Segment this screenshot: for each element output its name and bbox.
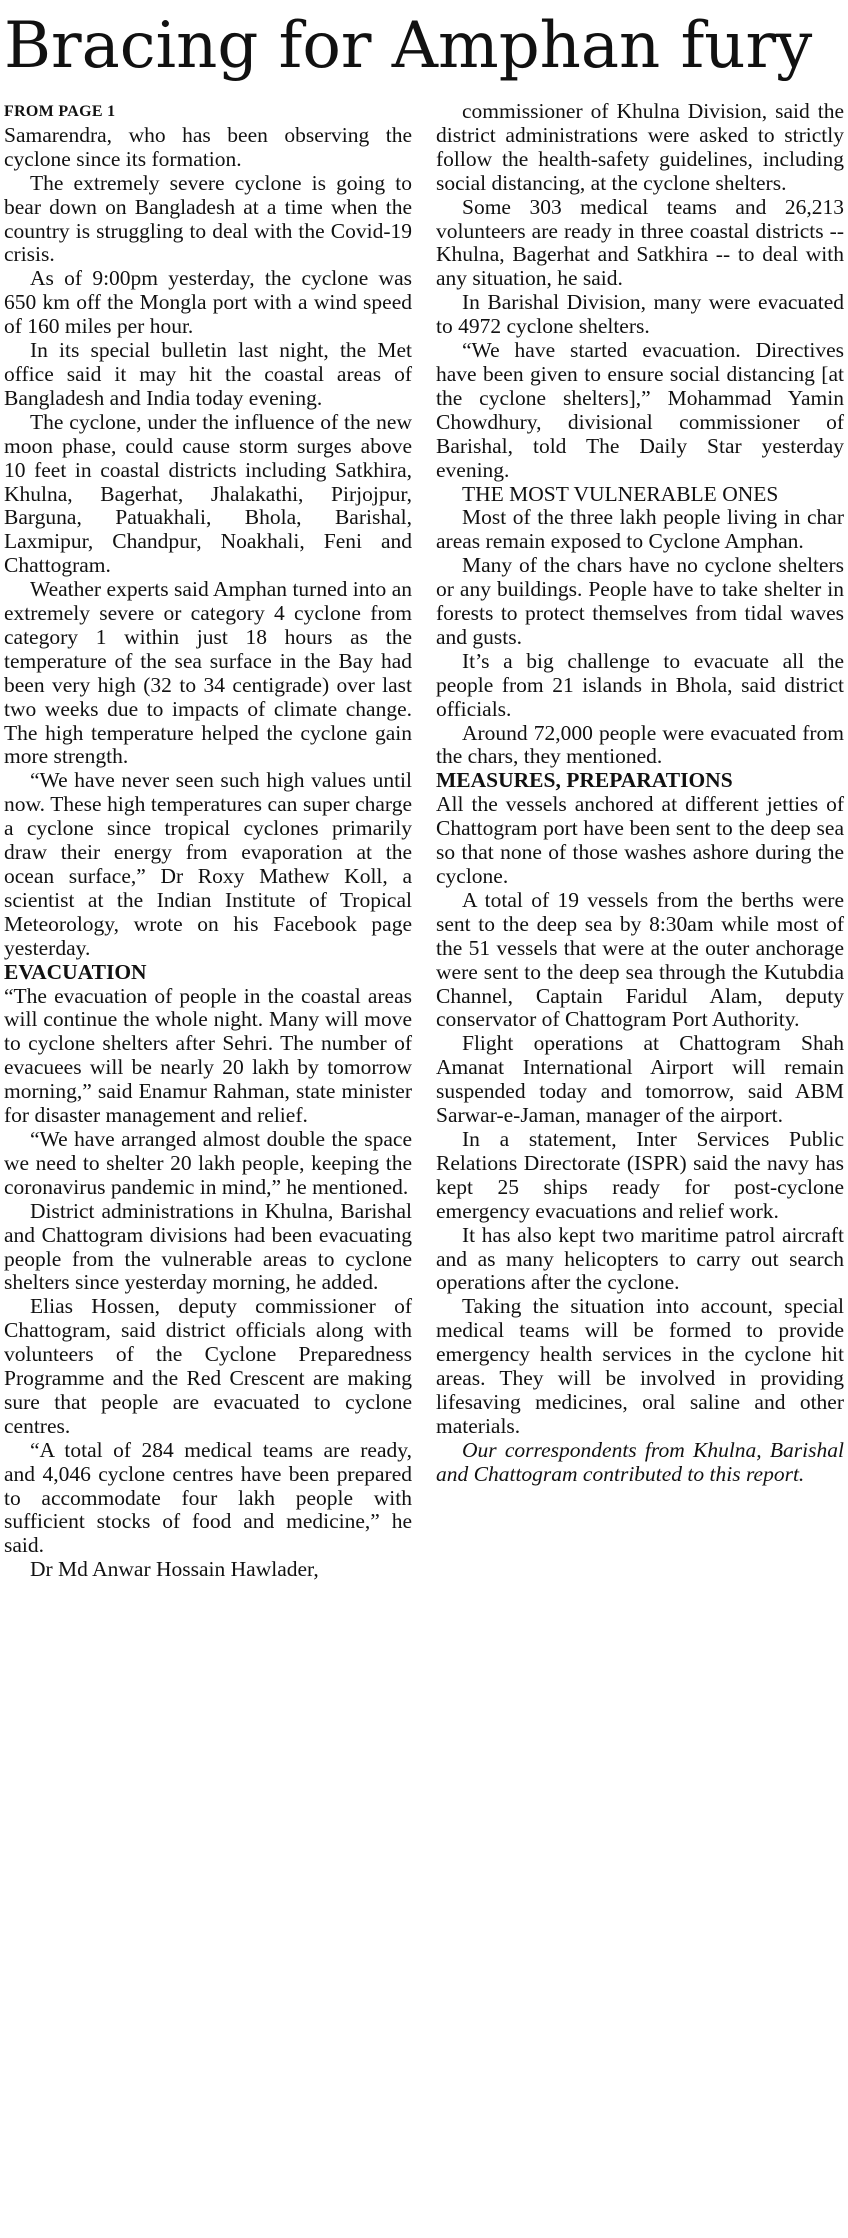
paragraph: Dr Md Anwar Hossain Hawlader, — [30, 1557, 319, 1582]
paragraph: It has also kept two maritime patrol aircraft and as many helicopters to carry out search operations after the cyclone. — [436, 1222, 844, 1295]
paragraph: Samarendra, who has been observing the cyclone since its formation. — [4, 122, 412, 171]
paragraph: “We have started evacuation. Directives have been given to ensure social distancing [at the cyclone shelters],” Mohammad Yamin Chowdhury, divisional commissioner of Barishal, told The Daily Star yesterday evening. — [436, 338, 844, 482]
paragraph: The extremely severe cyclone is going to bear down on Bangladesh at a time when the country is struggling to deal with the Covid-19 crisis. — [4, 170, 412, 267]
paragraph: In Barishal Division, many were evacuated to 4972 cyclone shelters. — [436, 290, 844, 339]
paragraph: A total of 19 vessels from the berths were sent to the deep sea by 8:30am while most of the 51 vessels that were at the outer anchorage were sent to the deep sea through the Kutubdia Channel, Captain Faridul Alam, deputy conservator of Chattogram Port Authority. — [436, 887, 844, 1032]
paragraph: District administrations in Khulna, Barishal and Chattogram divisions had been evacuating people from the vulnerable areas to cyclone shelters since yesterday morning, he added. — [4, 1198, 412, 1295]
paragraph: “The evacuation of people in the coastal areas will continue the whole night. Many will move to cyclone shelters after Sehri. The number of evacuees will be nearly 20 lakh by tomorrow morning,” said Enamur Rahman, state minister for disaster management and relief. — [4, 983, 412, 1128]
subheading-evacuation: EVACUATION — [4, 959, 147, 984]
headline: Bracing for Amphan fury — [4, 9, 813, 83]
paragraph: “We have never seen such high values until now. These high temperatures can super charge a cyclone since tropical cyclones primarily draw their energy from evaporation at the ocean surface,” Dr Roxy Mathew Koll, a scientist at the Indian Institute of Tropical Meteorology, wrote on his Facebook page yesterday. — [4, 768, 412, 960]
paragraph: Most of the three lakh people living in char areas remain exposed to Cyclone Amphan. — [436, 505, 844, 554]
paragraph: Flight operations at Chattogram Shah Amanat International Airport will remain suspended today and tomorrow, said ABM Sarwar-e-Jaman, manager of the airport. — [436, 1031, 844, 1128]
paragraph: Some 303 medical teams and 26,213 volunteers are ready in three coastal districts -- Khulna, Bagerhat and Satkhira -- to deal with any situation, he said. — [436, 194, 844, 291]
paragraph: As of 9:00pm yesterday, the cyclone was 650 km off the Mongla port with a wind speed of 160 miles per hour. — [4, 266, 412, 339]
contributor-credit: Our correspondents from Khulna, Barishal and Chattogram contributed to this report. — [436, 1437, 844, 1486]
paragraph: In its special bulletin last night, the Met office said it may hit the coastal areas of Bangladesh and India today evening. — [4, 338, 412, 410]
paragraph: “We have arranged almost double the space we need to shelter 20 lakh people, keeping the coronavirus pandemic in mind,” he mentioned. — [4, 1126, 412, 1199]
paragraph: It’s a big challenge to evacuate all the people from 21 islands in Bhola, said district officials. — [436, 648, 844, 721]
paragraph: “A total of 284 medical teams are ready, and 4,046 cyclone centres have been prepared to accommodate four lakh people with sufficient stocks of food and medicine,” he said. — [4, 1437, 412, 1558]
paragraph: Taking the situation into account, special medical teams will be formed to provide emergency health services in the cyclone hit areas. They will be involved in providing lifesaving medicines, oral saline and other materials. — [436, 1294, 844, 1438]
paragraph: In a statement, Inter Services Public Relations Directorate (ISPR) said the navy has kept 25 ships ready for post-cyclone emergency evacuations and relief work. — [436, 1126, 844, 1223]
paragraph: Weather experts said Amphan turned into an extremely severe or category 4 cyclone from category 1 within just 18 hours as the temperature of the sea surface in the Bay had been very high (32 to 34 centigrade) over last two weeks due to impacts of climate change. The high temperature helped the cyclone gain more strength. — [4, 577, 412, 769]
paragraph: Many of the chars have no cyclone shelters or any buildings. People have to take shelter in forests to protect themselves from tidal waves and gusts. — [436, 553, 844, 649]
paragraph: The cyclone, under the influence of the new moon phase, could cause storm surges above 10 feet in coastal districts including Satkhira, Khulna, Bagerhat, Jhalakathi, Pirjojpur, Barguna, Patuakhali, Bhola, Barishal, Laxmipur, Chandpur, Noakhali, Feni and Chattogram. — [4, 409, 412, 578]
subheading-measures: MEASURES, PREPARATIONS — [436, 768, 733, 793]
subheading-vulnerable: THE MOST VULNERABLE ONES — [462, 481, 779, 506]
article-column-right — [436, 100, 844, 1487]
paragraph: Around 72,000 people were evacuated from the chars, they mentioned. — [436, 720, 844, 769]
paragraph: commissioner of Khulna Division, said the district administrations were asked to strictly follow the health-safety guidelines, including social distancing, at the cyclone shelters. — [436, 99, 844, 195]
article-column-left — [4, 100, 412, 1582]
paragraph: Elias Hossen, deputy commissioner of Chattogram, said district officials along with volunteers of the Cyclone Preparedness Programme and the Red Crescent are making sure that people are evacuated to cyclone centres. — [4, 1294, 412, 1438]
continuation-kicker: FROM PAGE 1 — [4, 103, 116, 120]
paragraph: All the vessels anchored at different jetties of Chattogram port have been sent to the deep sea so that none of those washes ashore during the cyclone. — [436, 792, 844, 888]
